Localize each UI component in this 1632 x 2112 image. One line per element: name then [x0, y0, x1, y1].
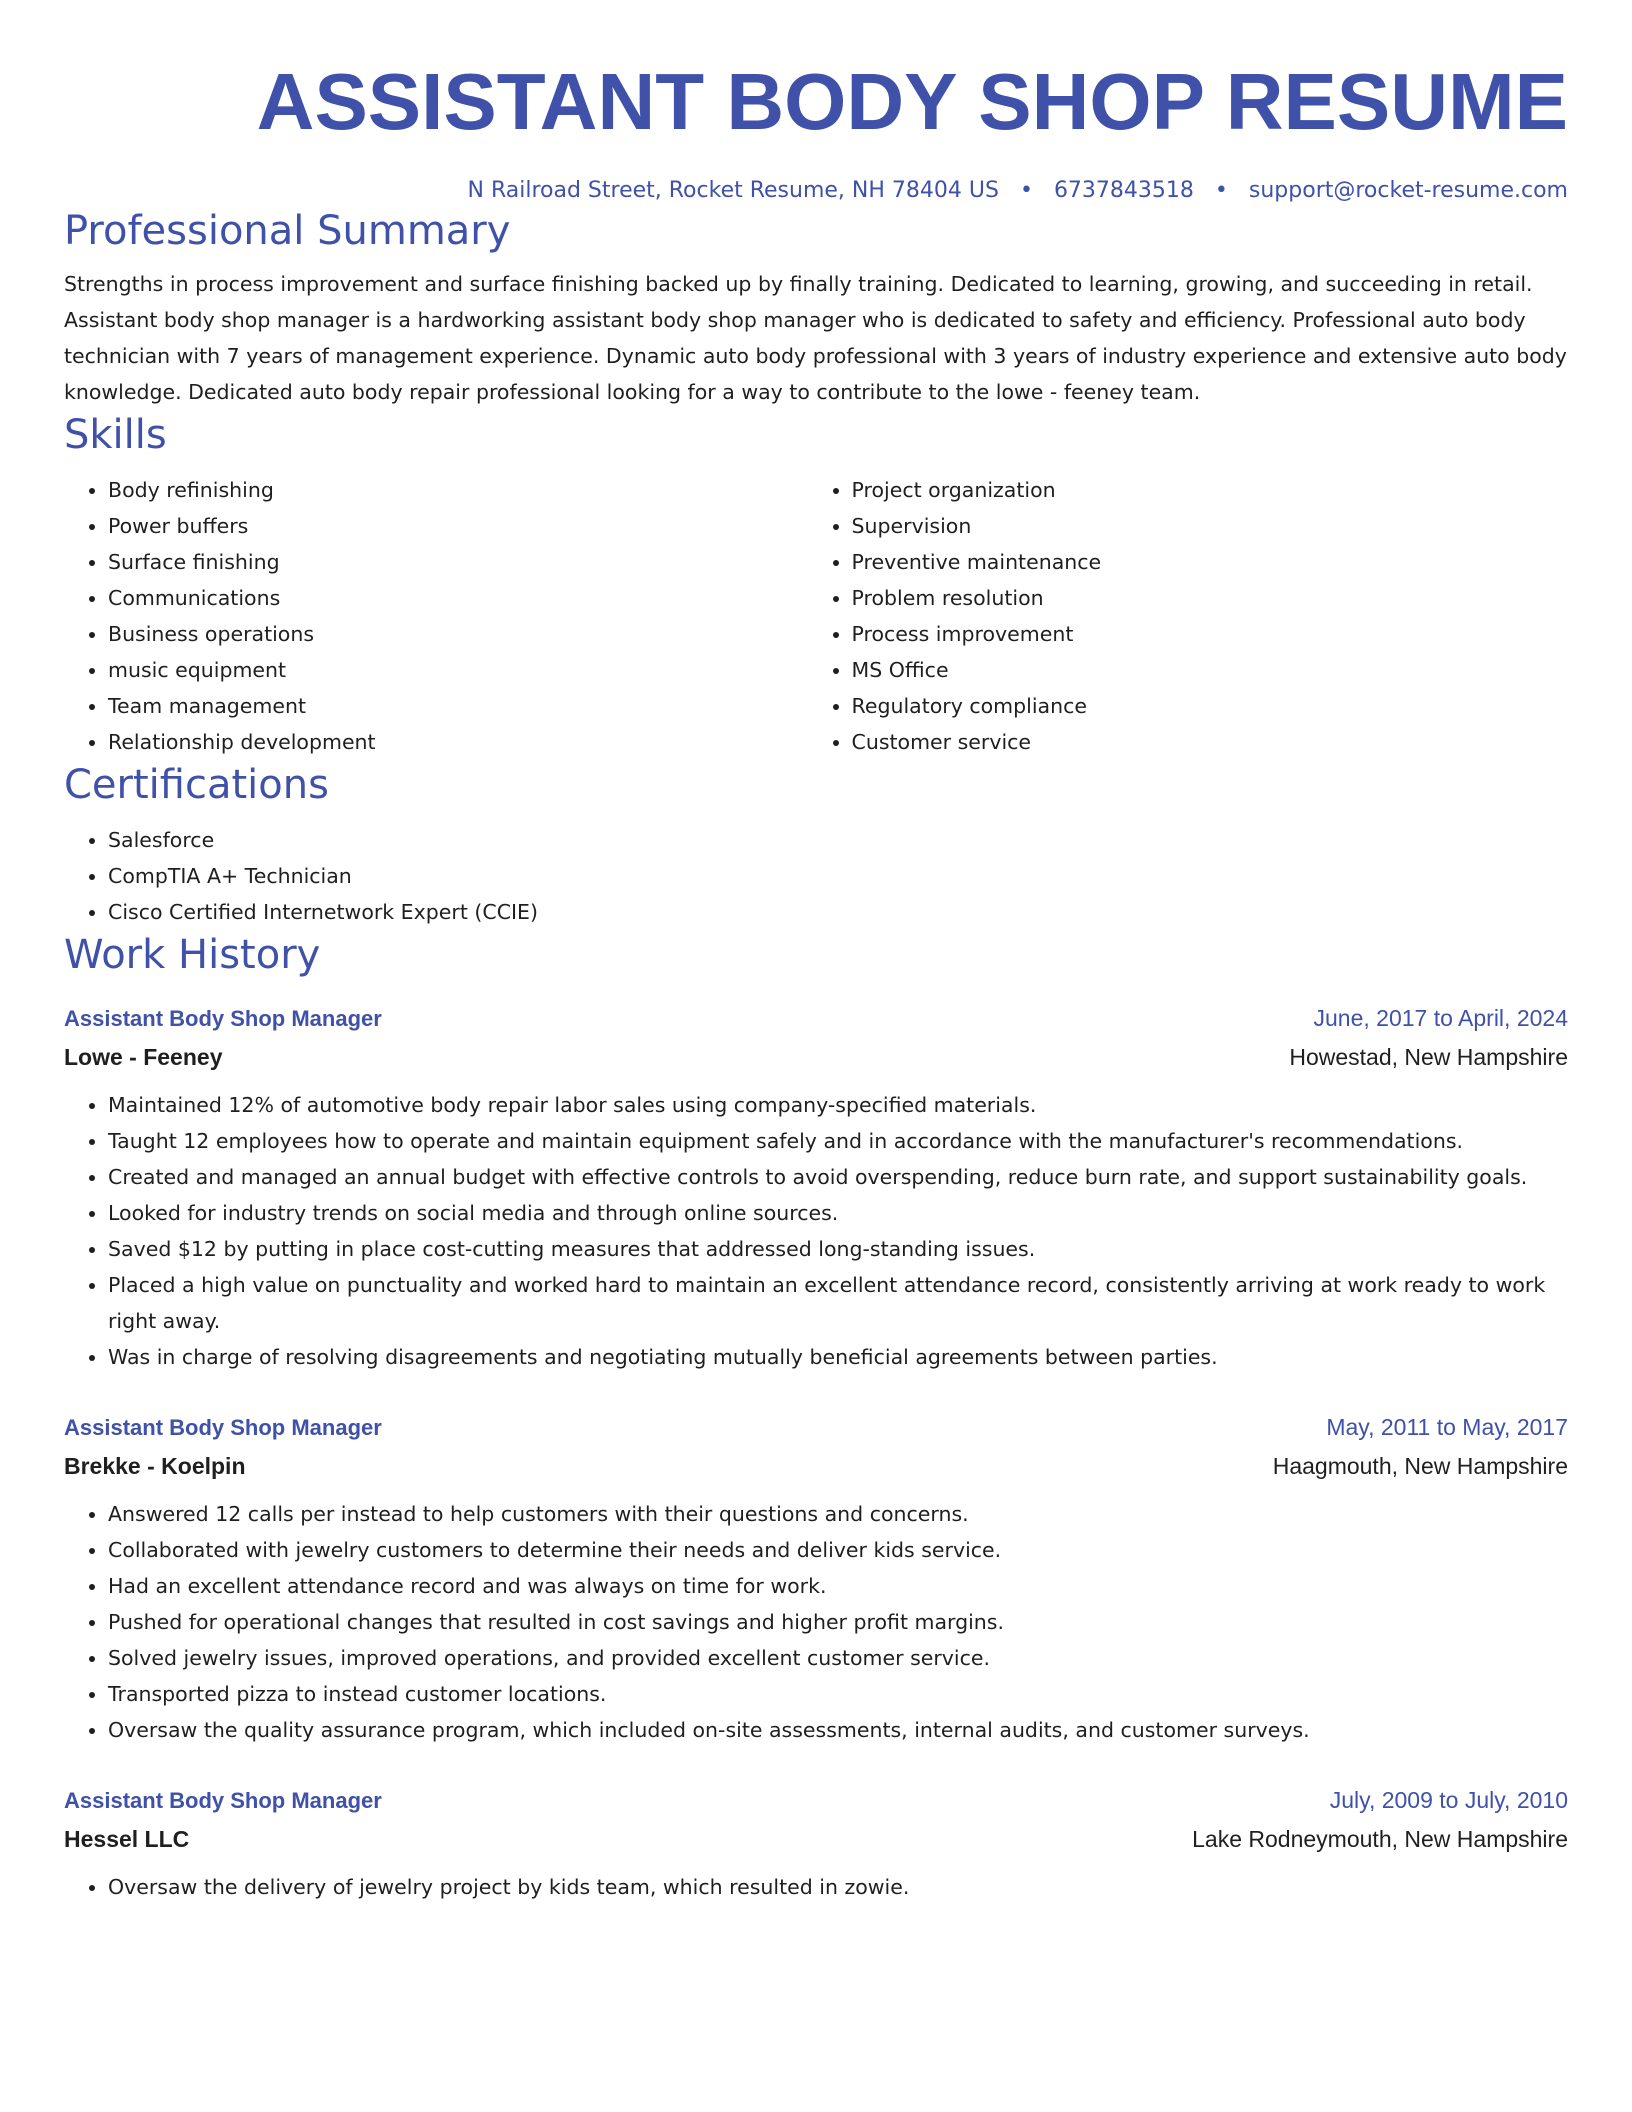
skills-grid	[64, 472, 1568, 760]
summary-text: Strengths in process improvement and surface finishing backed up by finally training. Dedicated to learning, growing, and succeeding in retail. Assistant body shop manager is a hardworking assistant body shop manager who is dedicated to safety and efficiency. Professional auto body technician with 7 years of management experience. Dynamic auto body professional with 3 years of industry experience and extensive auto body knowledge. Dedicated auto body repair professional looking for a way to contribute to the lowe - feeney team.	[64, 272, 1567, 404]
skill-item: • Team management	[108, 688, 808, 724]
job-location: Haagmouth, New Hampshire	[1272, 1453, 1568, 1479]
skill-item: • Preventive maintenance	[852, 544, 1568, 580]
job-dates: July, 2009 to July, 2010	[1329, 1787, 1568, 1813]
job-dates: May, 2011 to May, 2017	[1326, 1414, 1568, 1440]
skill-item: • Supervision	[852, 508, 1568, 544]
skill-item: • Business operations	[108, 616, 808, 652]
skill-item: • Power buffers	[108, 508, 808, 544]
certifications-list	[64, 822, 1568, 930]
job-company: Lowe - Feeney	[64, 1044, 223, 1070]
certification-item: • Cisco Certified Internetwork Expert (CCIE)	[108, 894, 1568, 930]
phone: 6737843518	[1053, 178, 1194, 203]
job-company: Hessel LLC	[64, 1826, 190, 1852]
job-entry	[64, 1409, 1568, 1748]
job-bullets	[64, 1496, 1568, 1748]
job-bullet: • Solved jewelry issues, improved operations, and provided excellent customer service.	[108, 1640, 1568, 1676]
skill-item: • Body refinishing	[108, 472, 808, 508]
skill-item: • Process improvement	[852, 616, 1568, 652]
job-bullet: • Created and managed an annual budget with effective controls to avoid overspending, reduce burn rate, and support sustainability goals.	[108, 1159, 1568, 1195]
job-company: Brekke - Koelpin	[64, 1453, 246, 1479]
job-bullets	[64, 1869, 1568, 1905]
email: support@rocket-resume.com	[1248, 178, 1568, 203]
job-bullet: • Transported pizza to instead customer locations.	[108, 1676, 1568, 1712]
job-bullet: • Saved $12 by putting in place cost-cutting measures that addressed long-standing issues.	[108, 1231, 1568, 1267]
job-location: Howestad, New Hampshire	[1289, 1044, 1568, 1070]
skill-item: • MS Office	[852, 652, 1568, 688]
job-bullet: • Pushed for operational changes that resulted in cost savings and higher profit margins.	[108, 1604, 1568, 1640]
skill-item: • Surface finishing	[108, 544, 808, 580]
skill-item: • Communications	[108, 580, 808, 616]
skill-item: • Regulatory compliance	[852, 688, 1568, 724]
job-entry	[64, 1000, 1568, 1375]
work-history-heading: Work History	[64, 932, 321, 978]
job-title: Assistant Body Shop Manager	[64, 1415, 382, 1440]
job-bullet: • Had an excellent attendance record and was always on time for work.	[108, 1568, 1568, 1604]
contact-line	[64, 176, 1568, 206]
job-bullet: • Looked for industry trends on social media and through online sources.	[108, 1195, 1568, 1231]
skill-item: • Problem resolution	[852, 580, 1568, 616]
job-bullet: • Collaborated with jewelry customers to determine their needs and deliver kids service.	[108, 1532, 1568, 1568]
skill-item: • music equipment	[108, 652, 808, 688]
job-bullet: • Oversaw the quality assurance program, which included on-site assessments, internal audits, and customer surveys.	[108, 1712, 1568, 1748]
job-dates: June, 2017 to April, 2024	[1313, 1005, 1568, 1031]
summary-heading: Professional Summary	[64, 208, 511, 254]
certifications-heading: Certifications	[64, 762, 329, 808]
job-bullet: • Oversaw the delivery of jewelry project by kids team, which resulted in zowie.	[108, 1869, 1568, 1905]
resume-title: ASSISTANT BODY SHOP RESUME	[256, 57, 1568, 146]
separator: •	[1019, 178, 1033, 203]
skill-item: • Customer service	[852, 724, 1568, 760]
separator: •	[1214, 178, 1228, 203]
skills-heading: Skills	[64, 412, 167, 458]
skills-list-right	[808, 472, 1568, 760]
certification-item: • CompTIA A+ Technician	[108, 858, 1568, 894]
skill-item: • Relationship development	[108, 724, 808, 760]
job-bullet: • Was in charge of resolving disagreements and negotiating mutually beneficial agreements between parties.	[108, 1339, 1568, 1375]
job-bullets	[64, 1087, 1568, 1375]
job-title: Assistant Body Shop Manager	[64, 1006, 382, 1031]
certification-item: • Salesforce	[108, 822, 1568, 858]
job-bullet: • Taught 12 employees how to operate and maintain equipment safely and in accordance with the manufacturer's recommendations.	[108, 1123, 1568, 1159]
skill-item: • Project organization	[852, 472, 1568, 508]
job-title: Assistant Body Shop Manager	[64, 1788, 382, 1813]
address: N Railroad Street, Rocket Resume, NH 78404 US	[467, 178, 999, 203]
skills-list-left	[64, 472, 808, 760]
job-entry	[64, 1782, 1568, 1905]
job-bullet: • Maintained 12% of automotive body repair labor sales using company-specified materials.	[108, 1087, 1568, 1123]
job-bullet: • Placed a high value on punctuality and worked hard to maintain an excellent attendance record, consistently arriving at work ready to work right away.	[108, 1267, 1568, 1339]
job-location: Lake Rodneymouth, New Hampshire	[1192, 1826, 1568, 1852]
job-bullet: • Answered 12 calls per instead to help customers with their questions and concerns.	[108, 1496, 1568, 1532]
